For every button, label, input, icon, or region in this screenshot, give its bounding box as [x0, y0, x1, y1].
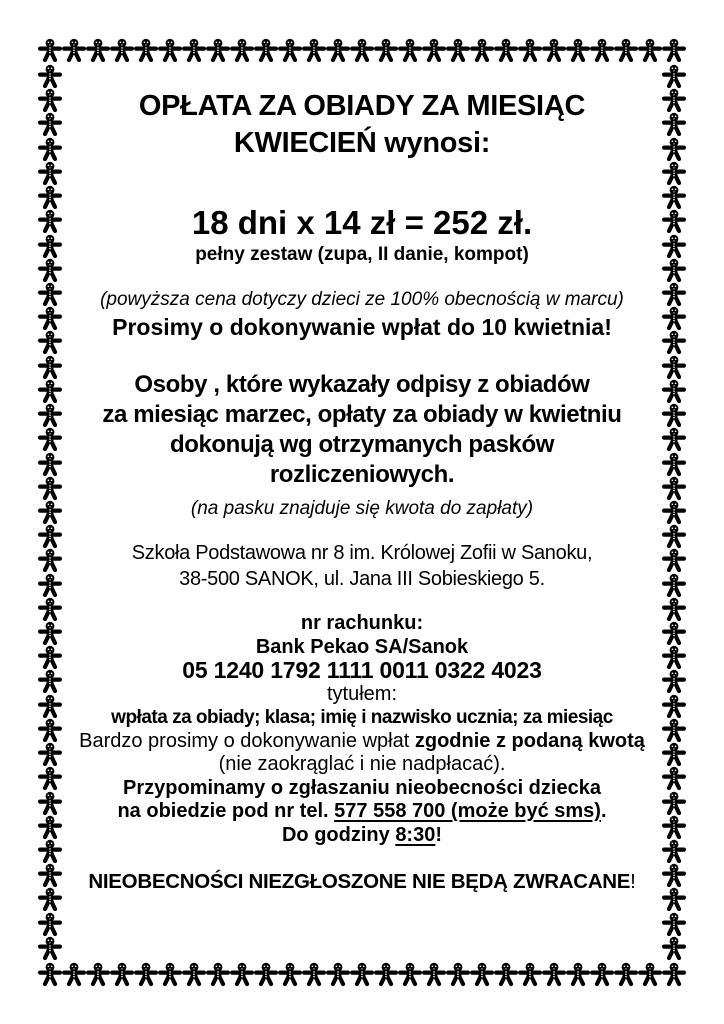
gingerbread-man-icon: [662, 718, 686, 742]
gingerbread-man-icon: [374, 962, 398, 986]
gingerbread-man-icon: [38, 500, 62, 524]
gingerbread-man-icon: [254, 962, 278, 986]
gingerbread-man-icon: [38, 38, 62, 62]
gingerbread-man-icon: [662, 791, 686, 815]
gingerbread-man-icon: [38, 912, 62, 936]
gingerbread-man-icon: [662, 161, 686, 185]
gingerbread-man-icon: [278, 962, 302, 986]
warning-line: [72, 869, 652, 895]
absence-notice-line-2: [72, 800, 652, 824]
gingerbread-man-icon: [38, 742, 62, 766]
border-right: [662, 64, 686, 960]
gingerbread-man-icon: [374, 38, 398, 62]
gingerbread-man-icon: [662, 64, 686, 88]
gingerbread-man-icon: [38, 863, 62, 887]
rounding-note: (nie zaokrąglać i nie nadpłacać).: [218, 753, 506, 775]
gingerbread-man-icon: [302, 962, 326, 986]
gingerbread-man-icon: [38, 306, 62, 330]
gingerbread-man-icon: [38, 645, 62, 669]
gingerbread-man-icon: [38, 669, 62, 693]
odpisy-line-3: dokonują wg otrzymanych pasków: [169, 431, 555, 458]
odpisy-line-1: Osoby , które wykazały odpisy z obiadów: [134, 371, 590, 398]
account-label: nr rachunku:: [300, 612, 424, 634]
gingerbread-man-icon: [158, 38, 182, 62]
gingerbread-man-icon: [38, 209, 62, 233]
gingerbread-man-icon: [182, 38, 206, 62]
border-top: [38, 38, 686, 62]
gingerbread-man-icon: [38, 355, 62, 379]
gingerbread-man-icon: [38, 137, 62, 161]
transfer-title-label: tytułem:: [326, 682, 398, 705]
gingerbread-man-icon: [38, 258, 62, 282]
school-address-line-2: 38-500 SANOK, ul. Jana III Sobieskiego 5.: [179, 568, 545, 590]
gingerbread-man-icon: [518, 962, 542, 986]
pasek-note: (na pasku znajduje się kwota do zapłaty): [190, 498, 534, 519]
school-address: [72, 540, 652, 592]
gingerbread-man-icon: [662, 88, 686, 112]
gingerbread-man-icon: [662, 766, 686, 790]
bank-name: Bank Pekao SA/Sanok: [255, 635, 469, 658]
gingerbread-man-icon: [38, 766, 62, 790]
gingerbread-man-icon: [662, 912, 686, 936]
amount-note-bold: zgodnie z podaną kwotą: [414, 729, 645, 752]
transfer-title: wpłata za obiady; klasa; imię i nazwisko ucznia; za miesiąc: [111, 707, 613, 728]
cutoff-time-excl: !: [435, 823, 443, 846]
gingerbread-man-icon: [398, 38, 422, 62]
gingerbread-man-icon: [350, 962, 374, 986]
account-section: [72, 612, 652, 847]
gingerbread-man-icon: [662, 815, 686, 839]
gingerbread-man-icon: [566, 962, 590, 986]
gingerbread-man-icon: [38, 839, 62, 863]
gingerbread-man-icon: [230, 962, 254, 986]
gingerbread-man-icon: [494, 38, 518, 62]
gingerbread-man-icon: [158, 962, 182, 986]
gingerbread-man-icon: [38, 548, 62, 572]
gingerbread-man-icon: [278, 38, 302, 62]
title-line-1: OPŁATA ZA OBIADY ZA MIESIĄC: [138, 90, 586, 122]
phone-number: 577 558 700 (może być sms): [334, 800, 601, 822]
gingerbread-man-icon: [662, 234, 686, 258]
gingerbread-man-icon: [662, 209, 686, 233]
odpisy-line-2: za miesiąc marzec, opłaty za obiady w kwietniu: [102, 401, 622, 428]
gingerbread-man-icon: [422, 38, 446, 62]
gingerbread-man-icon: [326, 962, 350, 986]
school-address-line-1: Szkoła Podstawowa nr 8 im. Królowej Zofii w Sanoku,: [131, 542, 593, 564]
gingerbread-man-icon: [62, 962, 86, 986]
gingerbread-man-icon: [86, 38, 110, 62]
gingerbread-man-icon: [110, 38, 134, 62]
march-note: (powyższa cena dotyczy dzieci ze 100% obecnością w marcu): [100, 289, 624, 310]
gingerbread-man-icon: [470, 962, 494, 986]
gingerbread-man-icon: [662, 355, 686, 379]
gingerbread-man-icon: [38, 185, 62, 209]
gingerbread-man-icon: [254, 38, 278, 62]
cutoff-time-line: [72, 824, 652, 848]
gingerbread-man-icon: [662, 403, 686, 427]
gingerbread-man-icon: [614, 38, 638, 62]
border-bottom: [38, 962, 686, 986]
meal-set-line: pełny zestaw (zupa, II danie, kompot): [195, 244, 529, 265]
gingerbread-man-icon: [38, 88, 62, 112]
gingerbread-man-icon: [662, 573, 686, 597]
payment-deadline: Prosimy o dokonywanie wpłat do 10 kwietnia!: [112, 314, 612, 340]
gingerbread-man-icon: [38, 718, 62, 742]
gingerbread-man-icon: [662, 742, 686, 766]
gingerbread-man-icon: [662, 962, 686, 986]
gingerbread-man-icon: [38, 234, 62, 258]
gingerbread-man-icon: [86, 962, 110, 986]
gingerbread-man-icon: [38, 476, 62, 500]
gingerbread-man-icon: [134, 38, 158, 62]
gingerbread-man-icon: [206, 38, 230, 62]
gingerbread-man-icon: [470, 38, 494, 62]
gingerbread-man-icon: [182, 962, 206, 986]
gingerbread-man-icon: [398, 962, 422, 986]
gingerbread-man-icon: [494, 962, 518, 986]
gingerbread-man-icon: [38, 694, 62, 718]
gingerbread-man-icon: [614, 962, 638, 986]
gingerbread-man-icon: [38, 573, 62, 597]
gingerbread-man-icon: [662, 427, 686, 451]
gingerbread-man-icon: [38, 330, 62, 354]
gingerbread-man-icon: [62, 38, 86, 62]
absence-notice-line-1: Przypominamy o zgłaszaniu nieobecności dziecka: [123, 776, 601, 799]
gingerbread-man-icon: [662, 669, 686, 693]
gingerbread-man-icon: [326, 38, 350, 62]
absence-phone-dot: .: [600, 800, 607, 822]
border-left: [38, 64, 62, 960]
gingerbread-man-icon: [38, 936, 62, 960]
gingerbread-man-icon: [662, 548, 686, 572]
gingerbread-man-icon: [638, 38, 662, 62]
amount-note-prefix: Bardzo prosimy o dokonywanie wpłat: [79, 729, 415, 752]
warning-excl: !: [630, 870, 636, 893]
gingerbread-man-icon: [662, 137, 686, 161]
odpisy-line-4: rozliczeniowych.: [269, 461, 455, 488]
gingerbread-man-icon: [662, 887, 686, 911]
gingerbread-man-icon: [230, 38, 254, 62]
gingerbread-man-icon: [590, 38, 614, 62]
gingerbread-man-icon: [38, 887, 62, 911]
gingerbread-man-icon: [662, 452, 686, 476]
gingerbread-man-icon: [662, 38, 686, 62]
gingerbread-man-icon: [38, 621, 62, 645]
gingerbread-man-icon: [566, 38, 590, 62]
gingerbread-man-icon: [662, 839, 686, 863]
gingerbread-man-icon: [590, 962, 614, 986]
cutoff-time-prefix: Do godziny: [281, 823, 396, 846]
gingerbread-man-icon: [662, 524, 686, 548]
gingerbread-man-icon: [638, 962, 662, 986]
gingerbread-man-icon: [518, 38, 542, 62]
gingerbread-man-icon: [662, 330, 686, 354]
gingerbread-man-icon: [38, 597, 62, 621]
gingerbread-man-icon: [38, 427, 62, 451]
account-number: 05 1240 1792 1111 0011 0322 4023: [182, 657, 542, 683]
gingerbread-man-icon: [662, 694, 686, 718]
gingerbread-man-icon: [662, 112, 686, 136]
cutoff-time: 8:30: [395, 823, 436, 846]
title-line-2: KWIECIEŃ wynosi:: [233, 127, 491, 159]
gingerbread-man-icon: [662, 476, 686, 500]
gingerbread-man-icon: [38, 403, 62, 427]
gingerbread-man-icon: [38, 452, 62, 476]
gingerbread-man-icon: [38, 282, 62, 306]
gingerbread-man-icon: [662, 621, 686, 645]
gingerbread-man-icon: [110, 962, 134, 986]
gingerbread-man-icon: [134, 962, 158, 986]
gingerbread-man-icon: [662, 282, 686, 306]
gingerbread-man-icon: [38, 379, 62, 403]
absence-phone-prefix: na obiedzie pod nr tel.: [117, 800, 335, 822]
gingerbread-man-icon: [662, 597, 686, 621]
page-title: [72, 88, 652, 162]
gingerbread-man-icon: [662, 185, 686, 209]
gingerbread-man-icon: [662, 258, 686, 282]
gingerbread-man-icon: [446, 38, 470, 62]
gingerbread-man-icon: [38, 962, 62, 986]
gingerbread-man-icon: [38, 161, 62, 185]
gingerbread-man-icon: [542, 962, 566, 986]
gingerbread-man-icon: [38, 815, 62, 839]
gingerbread-man-icon: [662, 936, 686, 960]
gingerbread-man-icon: [38, 524, 62, 548]
gingerbread-man-icon: [662, 645, 686, 669]
gingerbread-man-icon: [662, 863, 686, 887]
gingerbread-man-icon: [302, 38, 326, 62]
gingerbread-man-icon: [422, 962, 446, 986]
notice-content: [72, 62, 652, 895]
price-line: 18 dni x 14 zł = 252 zł.: [191, 204, 533, 241]
gingerbread-man-icon: [542, 38, 566, 62]
gingerbread-man-icon: [38, 791, 62, 815]
gingerbread-man-icon: [662, 379, 686, 403]
gingerbread-man-icon: [662, 500, 686, 524]
warning-text: NIEOBECNOŚCI NIEZGŁOSZONE NIE BĘDĄ ZWRACANE: [88, 870, 631, 893]
gingerbread-man-icon: [662, 306, 686, 330]
gingerbread-man-icon: [38, 112, 62, 136]
gingerbread-man-icon: [38, 64, 62, 88]
gingerbread-man-icon: [446, 962, 470, 986]
odpisy-paragraph: [72, 370, 652, 490]
gingerbread-man-icon: [350, 38, 374, 62]
gingerbread-man-icon: [206, 962, 230, 986]
amount-note: [72, 730, 652, 754]
